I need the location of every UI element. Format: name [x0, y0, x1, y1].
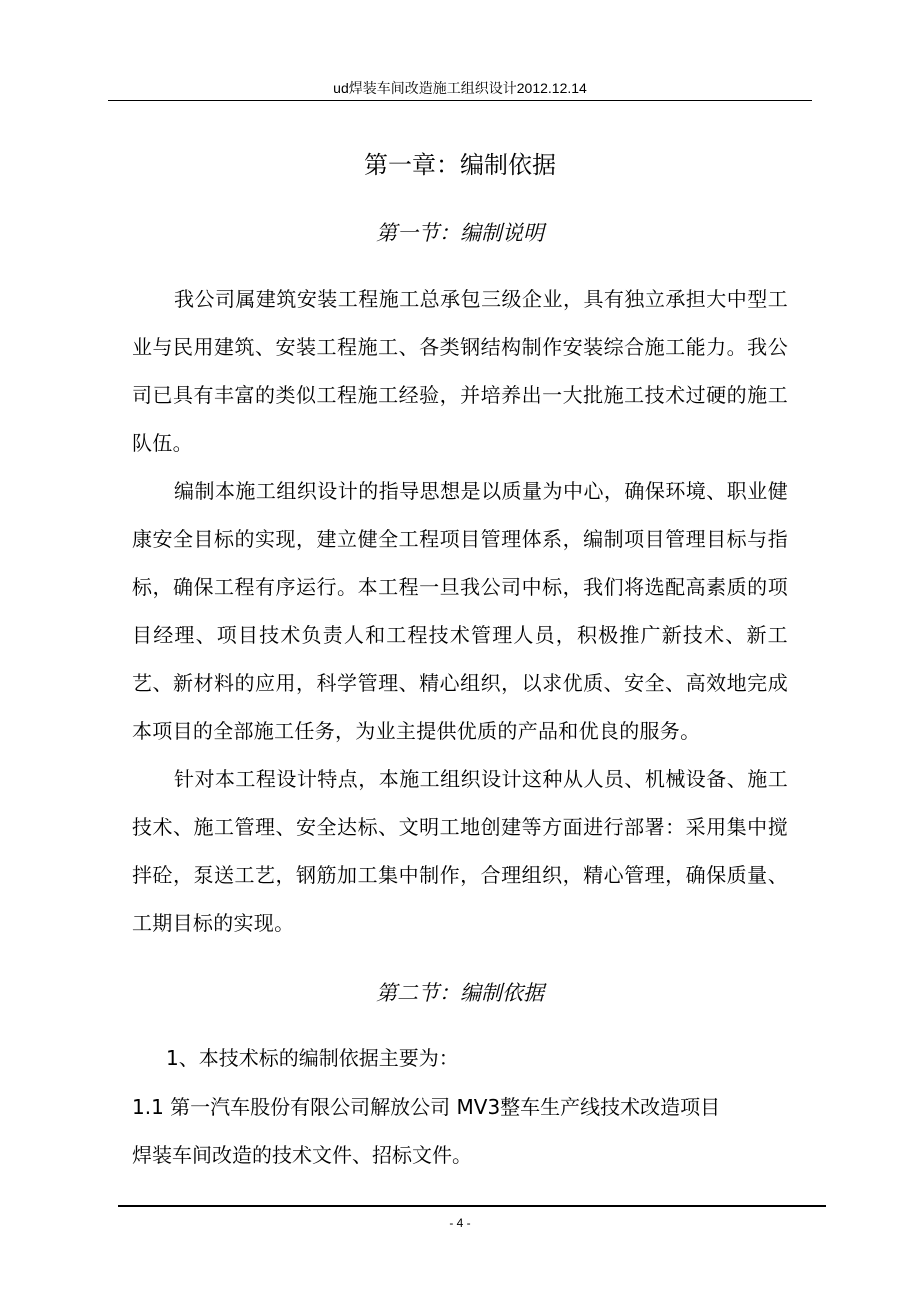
paragraph-2: 编制本施工组织设计的指导思想是以质量为中心，确保环境、职业健康安全目标的实现，建立健全工程项目管理体系，编制项目管理目标与指标，确保工程有序运行。本工程一旦我公司中标，我们将选配高素质的项目经理、项目技术负责人和工程技术管理人员，积极推广新技术、新工艺、新材料的应用，科学管理、精心组织，以求优质、安全、高效地完成本项目的全部施工任务，为业主提供优质的产品和优良的服务。 — [132, 479, 788, 743]
paragraph-3: 针对本工程设计特点，本施工组织设计这种从人员、机械设备、施工技术、施工管理、安全达标、文明工地创建等方面进行部署：采用集中搅拌砼，泵送工艺，钢筋加工集中制作，合理组织，精心管理，确保质量、工期目标的实现。 — [132, 767, 788, 935]
running-header: ud焊装车间改造施工组织设计2012.12.14 — [333, 80, 587, 96]
section-title-2: 第二节：编制依据 — [376, 981, 544, 1005]
paragraph-1: 我公司属建筑安装工程施工总承包三级企业，具有独立承担大中型工业与民用建筑、安装工程施工、各类钢结构制作安装综合施工能力。我公司已具有丰富的类似工程施工经验，并培养出一大批施工技术过硬的施工队伍。 — [132, 287, 788, 455]
list-item-1: 1、本技术标的编制依据主要为： — [166, 1046, 459, 1070]
list-item-1-1-continued: 焊装车间改造的技术文件、招标文件。 — [132, 1143, 472, 1167]
chapter-title: 第一章：编制依据 — [364, 151, 556, 179]
list-item-1-1: 1.1 第一汽车股份有限公司解放公司 MV3整车生产线技术改造项目 — [132, 1095, 721, 1119]
footer-divider — [118, 1205, 826, 1207]
page-number: - 4 - — [449, 1216, 471, 1230]
header-divider — [108, 100, 812, 101]
section-title-1: 第一节：编制说明 — [376, 221, 544, 245]
